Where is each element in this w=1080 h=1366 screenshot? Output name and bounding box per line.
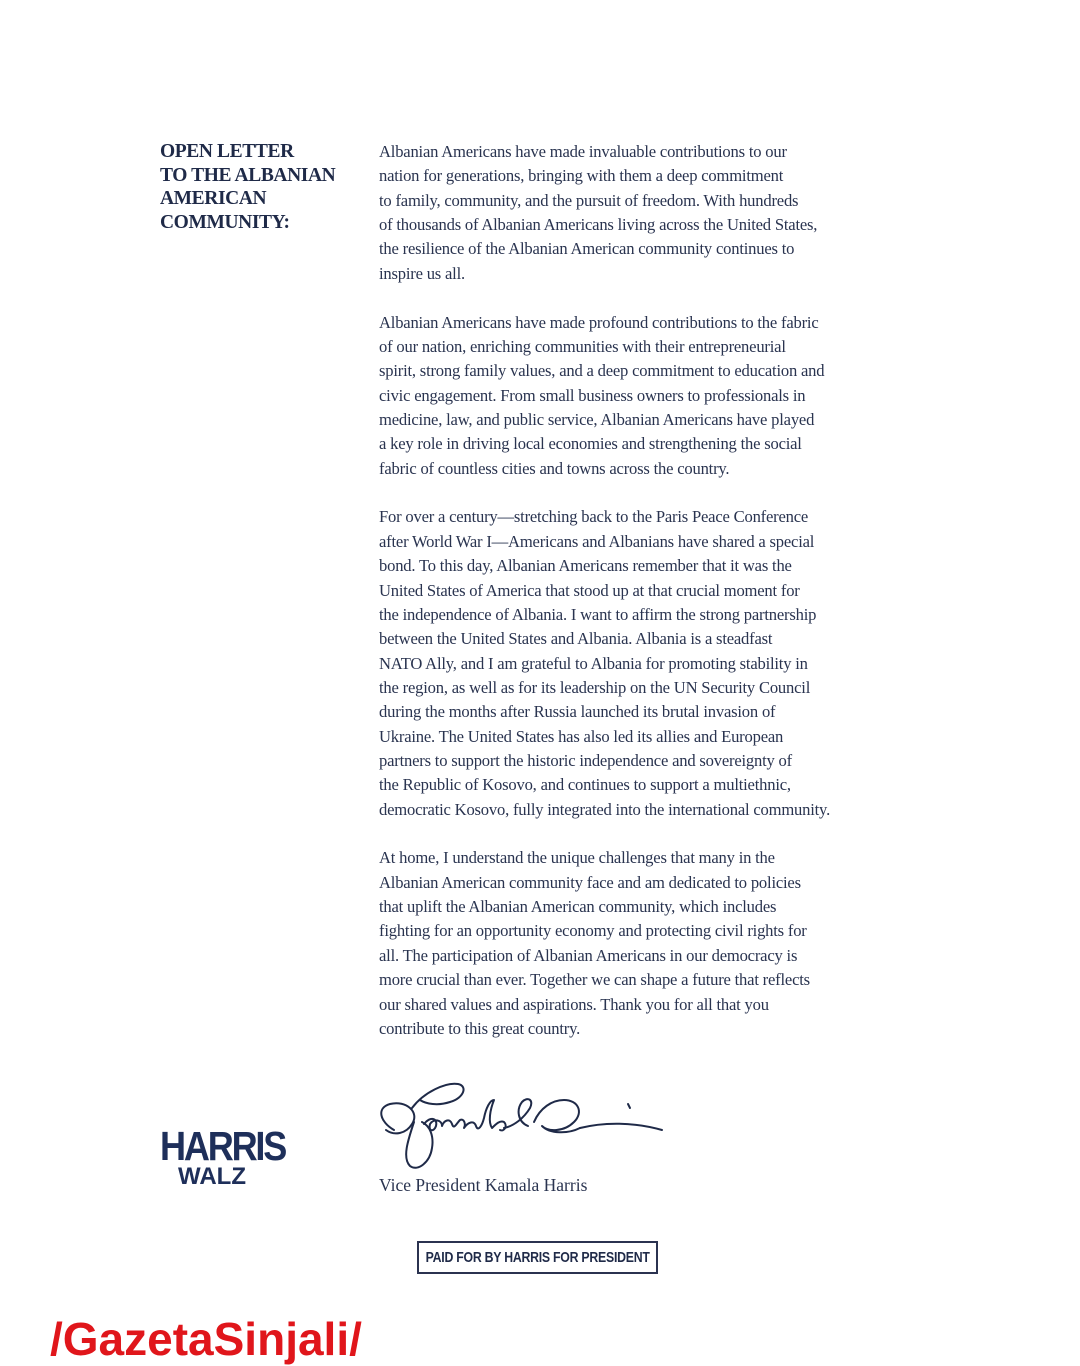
heading-line: AMERICAN [160, 188, 267, 209]
paragraph-line: For over a century—stretching back to the Paris Peace Conference [379, 507, 809, 527]
paragraph-line: civic engagement. From small business owners to professionals in [379, 385, 806, 405]
paragraph-line: partners to support the historic independence and sovereignty of [379, 750, 792, 770]
paragraph-line: Ukraine. The United States has also led its allies and European [379, 726, 784, 746]
letter-paragraph [379, 140, 939, 286]
paragraph-line: medicine, law, and public service, Albanian Americans have played [379, 409, 815, 429]
paragraph-line: nation for generations, bringing with them a deep commitment [379, 166, 784, 186]
paragraph-line: during the months after Russia launched its brutal invasion of [379, 702, 776, 722]
letter-body [379, 140, 939, 1066]
harris-walz-logo [160, 1123, 286, 1190]
paragraph-line: spirit, strong family values, and a deep commitment to education and [379, 361, 825, 381]
paragraph-line: of thousands of Albanian Americans living across the United States, [379, 215, 818, 235]
watermark-gazeta-sinjali: /GazetaSinjali/ [50, 1313, 362, 1365]
letter-paragraph [379, 505, 939, 821]
paid-for-disclaimer [417, 1241, 658, 1274]
signature-image [372, 1078, 672, 1173]
letter-heading [160, 140, 360, 234]
paragraph-line: more crucial than ever. Together we can shape a future that reflects [379, 970, 810, 990]
paragraph-line: our shared values and aspirations. Thank you for all that you [379, 994, 769, 1014]
logo-walz: WALZ [178, 1163, 246, 1190]
paragraph-line: Albanian American community face and am dedicated to policies [379, 872, 801, 892]
paragraph-line: inspire us all. [379, 263, 465, 283]
paragraph-line: to family, community, and the pursuit of freedom. With hundreds [379, 190, 799, 210]
paragraph-line: Albanian Americans have made invaluable contributions to our [379, 142, 787, 161]
paragraph-line: United States of America that stood up at that crucial moment for [379, 580, 800, 600]
paragraph-line: the Republic of Kosovo, and continues to support a multiethnic, [379, 775, 791, 795]
paragraph-line: At home, I understand the unique challenges that many in the [379, 848, 775, 868]
logo-harris: HARRIS [160, 1123, 286, 1169]
letter-paragraph [379, 311, 939, 481]
paragraph-line: the independence of Albania. I want to affirm the strong partnership [379, 604, 817, 624]
letter-paragraph [379, 846, 939, 1041]
paragraph-line: NATO Ally, and I am grateful to Albania for promoting stability in [379, 653, 808, 673]
paragraph-line: of our nation, enriching communities with their entrepreneurial [379, 336, 786, 356]
paragraph-line: democratic Kosovo, fully integrated into the international community. [379, 799, 831, 819]
heading-line: OPEN LETTER [160, 141, 294, 162]
paragraph-line: fabric of countless cities and towns across the country. [379, 458, 730, 478]
signer-name: Vice President Kamala Harris [379, 1175, 588, 1195]
paragraph-line: the resilience of the Albanian American community continues to [379, 239, 795, 259]
paragraph-line: between the United States and Albania. Albania is a steadfast [379, 629, 773, 649]
paragraph-line: after World War I—Americans and Albanians have shared a special [379, 531, 815, 551]
paragraph-line: contribute to this great country. [379, 1018, 581, 1038]
paragraph-line: a key role in driving local economies and strengthening the social [379, 434, 802, 454]
paid-for-text: PAID FOR BY HARRIS FOR PRESIDENT [425, 1249, 650, 1266]
paragraph-line: fighting for an opportunity economy and protecting civil rights for [379, 921, 807, 941]
paragraph-line: that uplift the Albanian American community, which includes [379, 897, 777, 917]
paragraph-line: all. The participation of Albanian Americans in our democracy is [379, 945, 798, 965]
paragraph-line: bond. To this day, Albanian Americans remember that it was the [379, 556, 792, 576]
heading-line: COMMUNITY: [160, 211, 290, 233]
paragraph-line: Albanian Americans have made profound contributions to the fabric [379, 312, 819, 332]
heading-line: TO THE ALBANIAN [160, 164, 336, 186]
paragraph-line: the region, as well as for its leadership on the UN Security Council [379, 677, 811, 697]
